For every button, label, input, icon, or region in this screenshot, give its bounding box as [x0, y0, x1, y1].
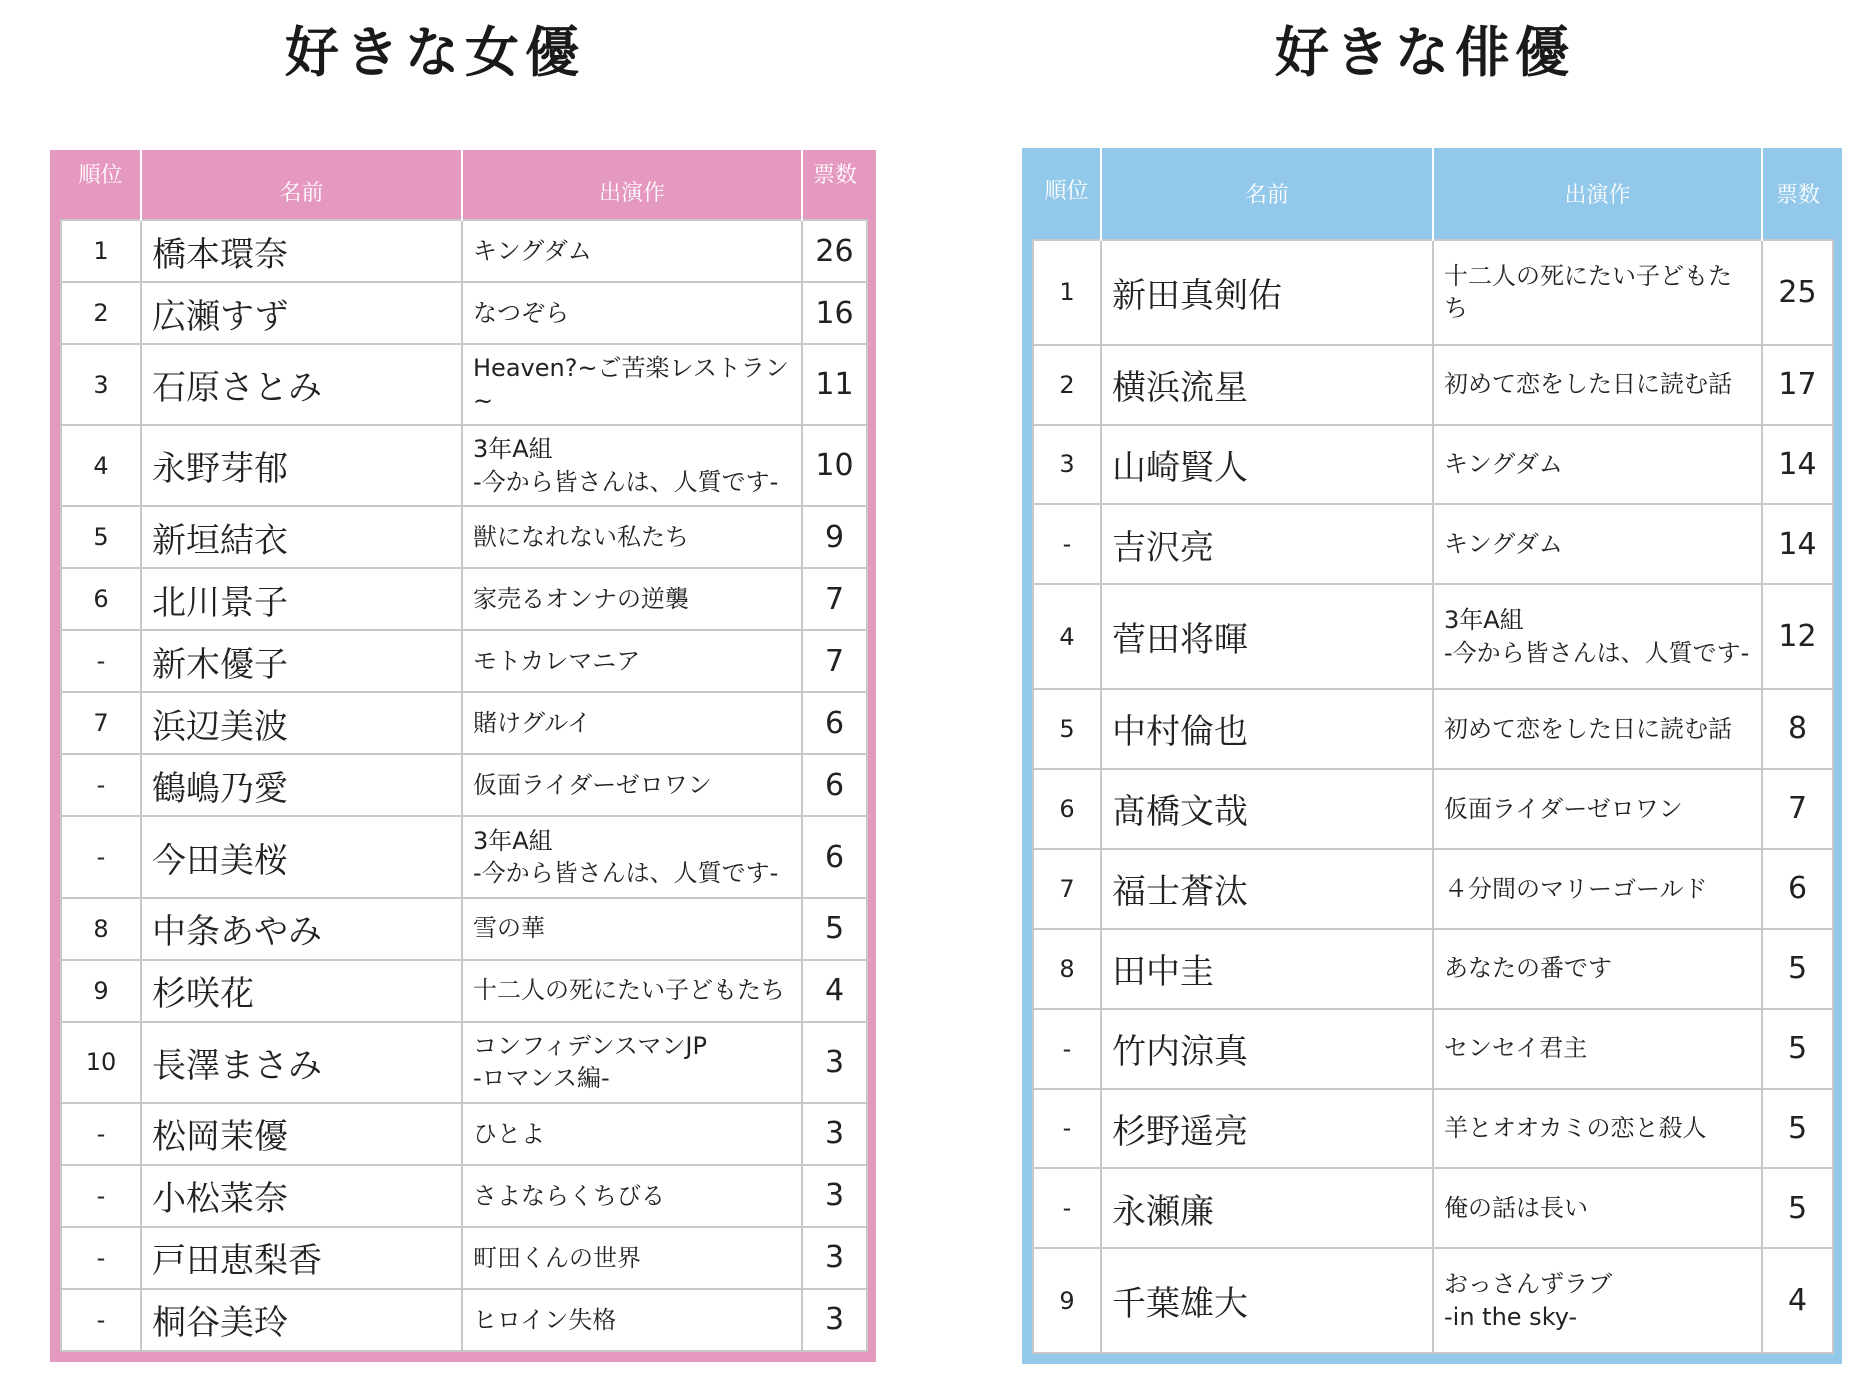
name-cell: 中条あやみ	[141, 898, 462, 960]
work-line: 町田くんの世界	[473, 1243, 641, 1272]
votes-cell: 4	[802, 960, 867, 1022]
name-cell: 浜辺美波	[141, 692, 462, 754]
rank-cell: 2	[61, 282, 141, 344]
votes-cell: 5	[1762, 1009, 1833, 1089]
work-header: 出演作	[1433, 148, 1762, 240]
name-cell: 新垣結衣	[141, 506, 462, 568]
work-line: 雪の華	[473, 914, 545, 943]
work-line: -今から皆さんは、人質です-	[473, 859, 779, 887]
table-row	[61, 1289, 867, 1351]
votes-header: 票数	[1762, 148, 1833, 240]
votes-cell: 25	[1762, 240, 1833, 345]
votes-cell: 16	[802, 282, 867, 344]
table-row	[61, 960, 867, 1022]
rank-cell: 9	[1033, 1248, 1101, 1353]
work-line: 獣になれない私たち	[473, 523, 689, 552]
rank-cell: 4	[61, 425, 141, 506]
table-row	[61, 1227, 867, 1289]
work-cell	[462, 960, 802, 1022]
votes-cell: 14	[1762, 504, 1833, 584]
name-cell: 戸田恵梨香	[141, 1227, 462, 1289]
name-cell: 田中圭	[1101, 929, 1433, 1009]
name-cell: 広瀬すず	[141, 282, 462, 344]
rank-cell: 2	[1033, 345, 1101, 425]
work-line: Heaven?~ご苦楽レストラン	[473, 354, 789, 383]
work-cell	[462, 816, 802, 897]
work-line: おっさんずラブ	[1444, 1270, 1612, 1299]
rank-cell: -	[61, 1165, 141, 1227]
table-row	[61, 754, 867, 816]
table-row	[1033, 1089, 1833, 1169]
votes-cell: 7	[1762, 769, 1833, 849]
votes-cell: 10	[802, 425, 867, 506]
table-row	[61, 816, 867, 897]
work-line: ヒロイン失格	[473, 1305, 617, 1334]
table-row	[1033, 1248, 1833, 1353]
rank-cell: -	[61, 1289, 141, 1351]
table-row	[1033, 345, 1833, 425]
table-row	[61, 1103, 867, 1165]
work-line: コンフィデンスマンJP	[473, 1031, 707, 1060]
work-line: キングダム	[1444, 450, 1563, 479]
work-cell	[1433, 849, 1762, 929]
name-cell: 杉野遥亮	[1101, 1089, 1433, 1169]
table-row	[1033, 1168, 1833, 1248]
table-row	[1033, 689, 1833, 769]
rank-cell: -	[1033, 1168, 1101, 1248]
rank-cell: 7	[1033, 849, 1101, 929]
work-cell	[462, 425, 802, 506]
work-line: ４分間のマリーゴールド	[1444, 874, 1708, 903]
votes-cell: 7	[802, 630, 867, 692]
name-cell: 髙橋文哉	[1101, 769, 1433, 849]
work-cell	[1433, 1168, 1762, 1248]
work-cell	[1433, 240, 1762, 345]
actor-ranking-table	[1032, 148, 1834, 1354]
rank-cell: 7	[61, 692, 141, 754]
votes-cell: 6	[802, 816, 867, 897]
rank-cell: 5	[1033, 689, 1101, 769]
table-row	[61, 425, 867, 506]
rank-cell: 3	[1033, 425, 1101, 505]
work-line: さよならくちびる	[473, 1181, 665, 1210]
work-cell	[462, 1165, 802, 1227]
name-cell: 長澤まさみ	[141, 1022, 462, 1103]
work-line: 初めて恋をした日に読む話	[1444, 714, 1732, 743]
votes-cell: 3	[802, 1289, 867, 1351]
rank-cell: 6	[1033, 769, 1101, 849]
votes-cell: 3	[802, 1165, 867, 1227]
work-cell	[1433, 769, 1762, 849]
table-row	[61, 282, 867, 344]
work-cell	[1433, 345, 1762, 425]
rank-cell: 9	[61, 960, 141, 1022]
work-cell	[462, 630, 802, 692]
work-line: なつぞら	[473, 298, 569, 327]
name-cell: 竹内涼真	[1101, 1009, 1433, 1089]
rank-header: 順位	[61, 150, 141, 220]
work-line: ひとよ	[473, 1119, 545, 1148]
name-cell: 今田美桜	[141, 816, 462, 897]
actor-ranking-panel	[1022, 148, 1842, 1364]
work-line: 家売るオンナの逆襲	[473, 585, 689, 614]
work-cell	[462, 220, 802, 282]
table-row	[61, 220, 867, 282]
name-header: 名前	[141, 150, 462, 220]
work-cell	[1433, 929, 1762, 1009]
work-line: あなたの番です	[1444, 954, 1612, 983]
rank-cell: 4	[1033, 584, 1101, 689]
name-cell: 橋本環奈	[141, 220, 462, 282]
rank-cell: -	[61, 630, 141, 692]
rank-cell: 1	[1033, 240, 1101, 345]
rank-cell: -	[61, 816, 141, 897]
work-line: 羊とオオカミの恋と殺人	[1444, 1114, 1707, 1143]
left-table-title: 好きな女優	[285, 21, 585, 84]
rank-cell: 8	[1033, 929, 1101, 1009]
work-cell	[462, 692, 802, 754]
name-cell: 永瀬廉	[1101, 1168, 1433, 1248]
table-row	[1033, 425, 1833, 505]
table-row	[61, 1022, 867, 1103]
table-row	[61, 898, 867, 960]
work-line: 3年A組	[1444, 606, 1524, 635]
name-cell: 新田真剣佑	[1101, 240, 1433, 345]
work-cell	[1433, 1248, 1762, 1353]
votes-cell: 11	[802, 344, 867, 425]
table-row	[1033, 504, 1833, 584]
rank-cell: 1	[61, 220, 141, 282]
work-cell	[1433, 689, 1762, 769]
votes-cell: 14	[1762, 425, 1833, 505]
table-row	[61, 692, 867, 754]
name-cell: 北川景子	[141, 568, 462, 630]
work-cell	[1433, 1009, 1762, 1089]
rank-header: 順位	[1033, 148, 1101, 240]
work-line: 十二人の死にたい子どもたち	[1444, 261, 1732, 323]
table-row	[1033, 769, 1833, 849]
votes-cell: 5	[1762, 1089, 1833, 1169]
name-cell: 桐谷美玲	[141, 1289, 462, 1351]
rank-cell: 8	[61, 898, 141, 960]
work-line: -今から皆さんは、人質です-	[473, 467, 779, 496]
work-cell	[1433, 1089, 1762, 1169]
table-row	[61, 506, 867, 568]
rank-cell: 10	[61, 1022, 141, 1103]
votes-cell: 17	[1762, 345, 1833, 425]
table-row	[1033, 584, 1833, 689]
table-row	[1033, 240, 1833, 345]
votes-cell: 6	[802, 754, 867, 816]
work-cell	[462, 568, 802, 630]
rank-cell: -	[61, 1103, 141, 1165]
table-row	[1033, 1009, 1833, 1089]
table-row	[61, 568, 867, 630]
votes-cell: 6	[802, 692, 867, 754]
table-row	[1033, 849, 1833, 929]
work-cell	[1433, 504, 1762, 584]
rank-cell: -	[61, 754, 141, 816]
votes-cell: 8	[1762, 689, 1833, 769]
work-line: モトカレマニア	[473, 647, 641, 676]
work-line: 仮面ライダーゼロワン	[1444, 794, 1683, 823]
votes-cell: 3	[802, 1022, 867, 1103]
votes-cell: 5	[802, 898, 867, 960]
votes-cell: 5	[1762, 1168, 1833, 1248]
name-cell: 菅田将暉	[1101, 584, 1433, 689]
rank-cell: -	[1033, 1009, 1101, 1089]
work-line: キングダム	[1444, 530, 1563, 559]
work-line: 賭けグルイ	[473, 709, 592, 738]
rank-cell: 6	[61, 568, 141, 630]
votes-cell: 6	[1762, 849, 1833, 929]
name-cell: 新木優子	[141, 630, 462, 692]
table-row	[61, 1165, 867, 1227]
work-cell	[462, 898, 802, 960]
work-cell	[462, 506, 802, 568]
name-cell: 横浜流星	[1101, 345, 1433, 425]
work-cell	[462, 754, 802, 816]
work-cell	[462, 282, 802, 344]
work-line: センセイ君主	[1444, 1034, 1588, 1063]
rank-cell: -	[1033, 1089, 1101, 1169]
work-line: 十二人の死にたい子どもたち	[473, 976, 785, 1005]
actress-ranking-panel	[50, 150, 876, 1362]
work-line: -ロマンス編-	[473, 1064, 610, 1093]
work-cell	[462, 1289, 802, 1351]
rank-cell: -	[1033, 504, 1101, 584]
work-line: -in the sky-	[1444, 1302, 1578, 1331]
work-line: キングダム	[473, 236, 592, 265]
work-cell	[462, 1103, 802, 1165]
work-line: -今から皆さんは、人質です-	[1444, 638, 1750, 667]
table-row	[1033, 929, 1833, 1009]
votes-cell: 12	[1762, 584, 1833, 689]
votes-cell: 9	[802, 506, 867, 568]
name-cell: 永野芽郁	[141, 425, 462, 506]
name-header: 名前	[1101, 148, 1433, 240]
votes-cell: 5	[1762, 929, 1833, 1009]
name-cell: 福士蒼汰	[1101, 849, 1433, 929]
name-cell: 杉咲花	[141, 960, 462, 1022]
name-cell: 松岡茉優	[141, 1103, 462, 1165]
name-cell: 中村倫也	[1101, 689, 1433, 769]
table-row	[61, 344, 867, 425]
name-cell: 石原さとみ	[141, 344, 462, 425]
name-cell: 吉沢亮	[1101, 504, 1433, 584]
work-line: ~	[473, 386, 494, 415]
table-row	[61, 630, 867, 692]
name-cell: 小松菜奈	[141, 1165, 462, 1227]
rank-cell: 5	[61, 506, 141, 568]
votes-cell: 3	[802, 1227, 867, 1289]
work-line: 3年A組	[473, 826, 553, 855]
name-cell: 鶴嶋乃愛	[141, 754, 462, 816]
votes-header: 票数	[802, 150, 867, 220]
votes-cell: 7	[802, 568, 867, 630]
work-line: 仮面ライダーゼロワン	[473, 771, 712, 800]
work-cell	[462, 1022, 802, 1103]
name-cell: 千葉雄大	[1101, 1248, 1433, 1353]
rank-cell: -	[61, 1227, 141, 1289]
work-cell	[462, 1227, 802, 1289]
right-table-title: 好きな俳優	[1275, 21, 1575, 84]
work-cell	[1433, 425, 1762, 505]
work-line: 3年A組	[473, 435, 553, 464]
votes-cell: 3	[802, 1103, 867, 1165]
votes-cell: 26	[802, 220, 867, 282]
work-header: 出演作	[462, 150, 802, 220]
work-line: 俺の話は長い	[1444, 1194, 1588, 1223]
work-line: 初めて恋をした日に読む話	[1444, 370, 1732, 399]
name-cell: 山崎賢人	[1101, 425, 1433, 505]
work-cell	[462, 344, 802, 425]
rank-cell: 3	[61, 344, 141, 425]
work-cell	[1433, 584, 1762, 689]
votes-cell: 4	[1762, 1248, 1833, 1353]
actress-ranking-table	[60, 150, 868, 1352]
